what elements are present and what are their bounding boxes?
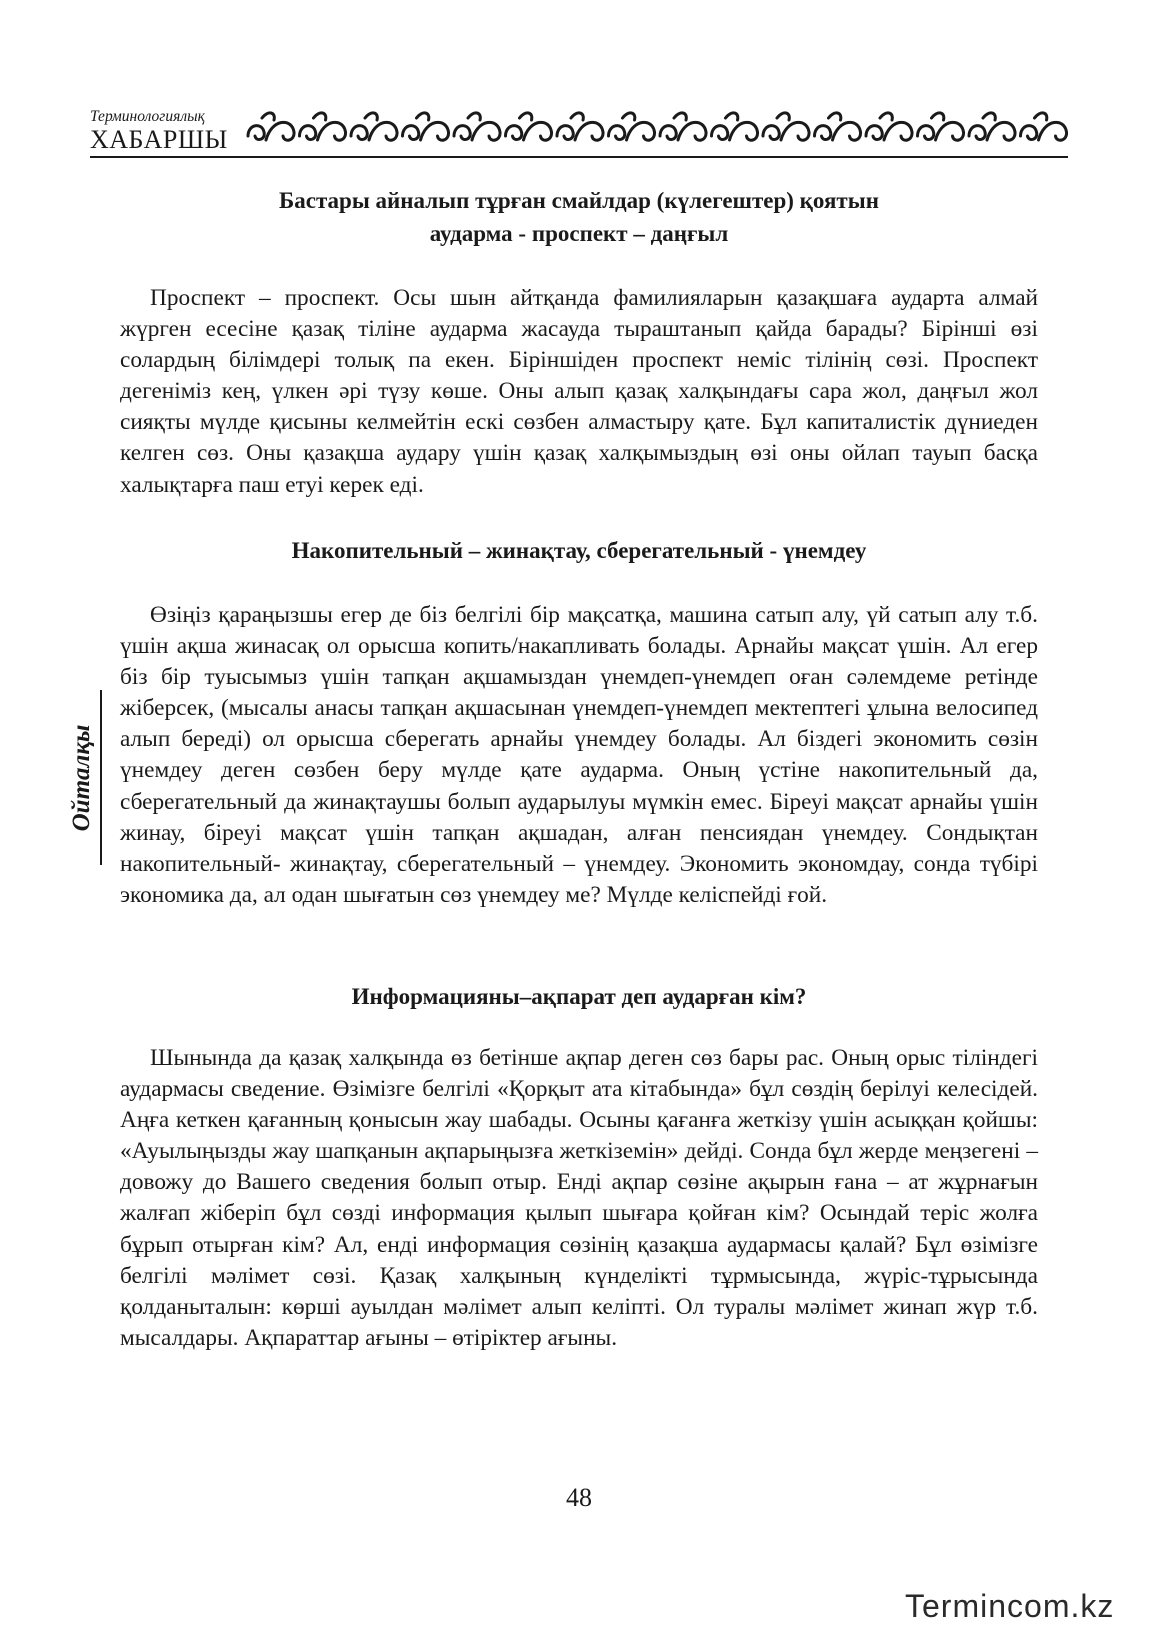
section-paragraph-3: Шынында да қазақ халқында өз бетінше ақпар деген сөз бары рас. Оның орыс тіліндегі аудармасы сведение. Өзімізге белгілі «Қорқыт ата кітабында» бұл сөздің берілуі келесідей. Аңға кеткен қағанның қонысын жау шабады. Осыны қағанға жеткізу үшін асыққан қойшы: «Ауылыңызды жау шапқанын ақпарыңызға жеткіземін» дейді. Сонда бұл жерде меңзегені – довожу до Вашего сведения болып отыр. Енді ақпар сөзіне ақырын ғана – ат жұрнағын жалғап жіберіп бұл сөзді информация қылып шығара қойған кім? Осындай теріс жолға бұрып отырған кім? Ал, енді информация сөзінің қазақша аудармасы қалай? Бұл өзімізге белгілі мәлімет сөзі. Қазақ халқының күнделікті тұрмысында, жүріс-тұрысында қолданыталын: көрші ауылдан мәлімет алып келіпті. Ол туралы мәлімет жинап жүр т.б. мысалдары. Ақпараттар ағыны – өтіріктер ағыны. xyxy=(120,1045,1038,1351)
page-number: 48 xyxy=(566,1483,592,1512)
ornament-motif xyxy=(403,113,449,140)
ornament-motif xyxy=(712,113,758,140)
ornament-motif xyxy=(815,113,861,140)
ornament-motif xyxy=(506,113,552,140)
side-label-text: Ойталқы xyxy=(68,724,95,831)
journal-subtitle: Терминологиялық xyxy=(90,108,205,125)
heading-1-line-2: аударма - проспект – даңғыл xyxy=(429,221,729,246)
header-rule xyxy=(90,156,1068,158)
section-side-label xyxy=(62,690,102,865)
section-heading-3: Информацияны–ақпарат деп аударған кім? xyxy=(351,984,807,1009)
side-label-line xyxy=(100,690,102,865)
ornament-motif xyxy=(660,113,706,140)
section-heading-2: Накопительный – жинақтау, сберегательный - үнемдеу xyxy=(291,538,867,563)
section-paragraph-2: Өзіңіз қараңызшы егер де біз белгілі бір мақсатқа, машина сатып алу, үй сатып алу т.б. үшін ақша жинасақ ол орысша копить/накапливать болады. Арнайы мақсат үшін. Ал егер біз бір туысымыз үшін тапқан ақшамыздан үнемдеп-үнемдеп оған сәлемдеме ретінде жіберсек, (мысалы анасы тапқан ақшасынан үнемдеп-үнемдеп мектептегі ұлына велосипед алып береді) ол орысша сберегать арнайы үнемдеу болады. Ал біздегі экономить сөзін үнемдеу деген сөзбен беру мүлде қате аударма. Оның үстіне накопительный да, сберегательный да жинақтаушы болып аударылуы мүмкін емес. Біреуі мақсат арнайы үшін жинау, біреуі мақсат үшін тапқан ақшадан, алған пенсиядан үнемдеу. Сондықтан накопительный- жинақтау, сберегательный – үнемдеу. Экономить экономдау, сонда түбірі экономика да, ал одан шығатын сөз үнемдеу ме? Мүлде келіспейді ғой. xyxy=(120,602,1038,908)
ornament-motif xyxy=(248,113,294,140)
journal-title: ХАБАРШЫ xyxy=(90,125,228,154)
ornament-motif xyxy=(969,113,1015,140)
ornament-motif xyxy=(557,113,603,140)
ornament-motif xyxy=(454,113,500,140)
journal-header xyxy=(90,104,1068,162)
section-heading-1 xyxy=(120,184,1038,250)
section-paragraph-1: Проспект – проспект. Осы шын айтқанда фамилияларын қазақшаға аудартa алмай жүрген есесіне қазақ тіліне аударма жасауда тыраштанып қайда барады? Бірінші өзі солардың білімдері толық па екен. Біріншіден проспект неміс тілінің сөзі. Проспект дегеніміз кең, үлкен әрі түзу көше. Оны алып қазақ халқындағы сара жол, даңғыл жол сияқты мүлде қисыны келмейтін ескі сөзбен алмастыру қате. Бұл капиталистік дүниеден келген сөз. Оны қазақша аудару үшін қазақ халқымыздың өзі оны ойлап тауып басқа халықтарға паш етуі керек еді. xyxy=(120,285,1038,498)
ornament-motif xyxy=(918,113,964,140)
ornament-motif xyxy=(763,113,809,140)
heading-1-line-1: Бастары айналып тұрған смайлдар (күлегештер) қоятын xyxy=(279,188,879,213)
ornament-motif xyxy=(609,113,655,140)
ornament-border-icon xyxy=(244,104,1068,154)
site-watermark: Termincom.kz xyxy=(905,1588,1115,1624)
ornament-motif xyxy=(300,113,346,140)
ornament-motif xyxy=(1021,113,1067,140)
ornament-motif xyxy=(351,113,397,140)
ornament-motif xyxy=(866,113,912,140)
